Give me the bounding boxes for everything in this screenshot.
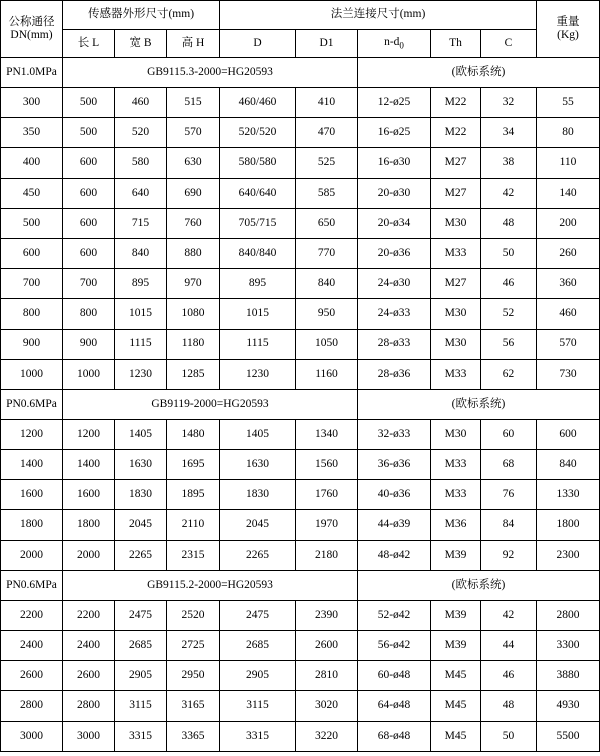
cell-d1: 2180 — [296, 540, 358, 570]
cell-d: 705/715 — [220, 208, 296, 238]
cell-length: 500 — [63, 88, 115, 118]
header-row-sub — [1, 30, 600, 58]
cell-d: 1015 — [220, 299, 296, 329]
cell-length: 1600 — [63, 480, 115, 510]
cell-d1: 2600 — [296, 631, 358, 661]
section-header-row — [1, 58, 600, 88]
cell-dn: 450 — [1, 178, 63, 208]
cell-th: M22 — [431, 88, 481, 118]
cell-weight: 80 — [537, 118, 600, 148]
header-width: 宽 B — [115, 30, 167, 58]
cell-th: M33 — [431, 450, 481, 480]
cell-d1: 470 — [296, 118, 358, 148]
section-pressure-label: PN1.0MPa — [1, 58, 63, 88]
cell-width: 3315 — [115, 721, 167, 751]
section-pressure-label: PN0.6MPa — [1, 389, 63, 419]
cell-height: 1695 — [167, 450, 220, 480]
section-standard-label: GB9119-2000=HG20593 — [63, 389, 358, 419]
cell-d: 2265 — [220, 540, 296, 570]
cell-c: 46 — [481, 661, 537, 691]
cell-length: 600 — [63, 238, 115, 268]
cell-weight: 4930 — [537, 691, 600, 721]
cell-n-d0: 20-ø30 — [358, 178, 431, 208]
cell-d1: 770 — [296, 238, 358, 268]
cell-th: M36 — [431, 510, 481, 540]
cell-th: M27 — [431, 148, 481, 178]
cell-dn: 1800 — [1, 510, 63, 540]
cell-th: M30 — [431, 329, 481, 359]
header-dn — [1, 1, 63, 58]
cell-weight: 1800 — [537, 510, 600, 540]
cell-d: 580/580 — [220, 148, 296, 178]
cell-width: 640 — [115, 178, 167, 208]
cell-d1: 1760 — [296, 480, 358, 510]
cell-height: 2520 — [167, 600, 220, 630]
header-th: Th — [431, 30, 481, 58]
table-row — [1, 269, 600, 299]
cell-d: 3315 — [220, 721, 296, 751]
table-row — [1, 329, 600, 359]
cell-weight: 2300 — [537, 540, 600, 570]
cell-dn: 1000 — [1, 359, 63, 389]
section-note-label: (欧标系统) — [358, 570, 600, 600]
table-row — [1, 148, 600, 178]
cell-weight: 460 — [537, 299, 600, 329]
cell-weight: 570 — [537, 329, 600, 359]
cell-c: 56 — [481, 329, 537, 359]
cell-dn: 2400 — [1, 631, 63, 661]
section-standard-label: GB9115.3-2000=HG20593 — [63, 58, 358, 88]
cell-d1: 3220 — [296, 721, 358, 751]
section-header-row — [1, 570, 600, 600]
cell-width: 2265 — [115, 540, 167, 570]
cell-dn: 2200 — [1, 600, 63, 630]
cell-width: 2905 — [115, 661, 167, 691]
cell-width: 1115 — [115, 329, 167, 359]
cell-width: 895 — [115, 269, 167, 299]
cell-d1: 950 — [296, 299, 358, 329]
cell-length: 700 — [63, 269, 115, 299]
cell-d: 640/640 — [220, 178, 296, 208]
cell-length: 1000 — [63, 359, 115, 389]
cell-weight: 260 — [537, 238, 600, 268]
cell-th: M45 — [431, 721, 481, 751]
cell-th: M33 — [431, 238, 481, 268]
cell-n-d0: 20-ø36 — [358, 238, 431, 268]
cell-dn: 400 — [1, 148, 63, 178]
table-row — [1, 510, 600, 540]
cell-length: 500 — [63, 118, 115, 148]
cell-th: M33 — [431, 480, 481, 510]
cell-n-d0: 32-ø33 — [358, 419, 431, 449]
cell-height: 1480 — [167, 419, 220, 449]
cell-dn: 1400 — [1, 450, 63, 480]
cell-height: 970 — [167, 269, 220, 299]
cell-d1: 3020 — [296, 691, 358, 721]
cell-n-d0: 28-ø33 — [358, 329, 431, 359]
cell-c: 42 — [481, 178, 537, 208]
cell-c: 34 — [481, 118, 537, 148]
cell-width: 580 — [115, 148, 167, 178]
cell-height: 2725 — [167, 631, 220, 661]
header-height: 高 H — [167, 30, 220, 58]
cell-n-d0: 64-ø48 — [358, 691, 431, 721]
cell-weight: 110 — [537, 148, 600, 178]
cell-th: M30 — [431, 299, 481, 329]
cell-height: 690 — [167, 178, 220, 208]
cell-th: M45 — [431, 691, 481, 721]
cell-dn: 3000 — [1, 721, 63, 751]
cell-weight: 5500 — [537, 721, 600, 751]
cell-d: 1230 — [220, 359, 296, 389]
table-row — [1, 480, 600, 510]
cell-dn: 1600 — [1, 480, 63, 510]
cell-d: 460/460 — [220, 88, 296, 118]
cell-height: 515 — [167, 88, 220, 118]
cell-c: 44 — [481, 631, 537, 661]
table-row — [1, 88, 600, 118]
cell-d1: 2390 — [296, 600, 358, 630]
header-c: C — [481, 30, 537, 58]
cell-d: 1830 — [220, 480, 296, 510]
table-row — [1, 631, 600, 661]
cell-c: 48 — [481, 208, 537, 238]
header-n-d0-subscript: 0 — [399, 40, 404, 51]
cell-weight: 600 — [537, 419, 600, 449]
table-row — [1, 178, 600, 208]
cell-th: M30 — [431, 419, 481, 449]
section-note-label: (欧标系统) — [358, 389, 600, 419]
cell-height: 1895 — [167, 480, 220, 510]
cell-weight: 730 — [537, 359, 600, 389]
cell-d1: 1560 — [296, 450, 358, 480]
cell-height: 1080 — [167, 299, 220, 329]
cell-weight: 200 — [537, 208, 600, 238]
cell-length: 1800 — [63, 510, 115, 540]
cell-n-d0: 44-ø39 — [358, 510, 431, 540]
cell-length: 2600 — [63, 661, 115, 691]
cell-weight: 360 — [537, 269, 600, 299]
cell-length: 2000 — [63, 540, 115, 570]
table-row — [1, 299, 600, 329]
header-d1: D1 — [296, 30, 358, 58]
cell-d: 1115 — [220, 329, 296, 359]
table-row — [1, 600, 600, 630]
table-row — [1, 661, 600, 691]
cell-d1: 585 — [296, 178, 358, 208]
cell-width: 2475 — [115, 600, 167, 630]
cell-height: 570 — [167, 118, 220, 148]
cell-height: 760 — [167, 208, 220, 238]
cell-width: 1630 — [115, 450, 167, 480]
header-dn-line2: DN(mm) — [10, 29, 53, 41]
cell-d1: 410 — [296, 88, 358, 118]
cell-th: M39 — [431, 540, 481, 570]
cell-d: 1405 — [220, 419, 296, 449]
table-row — [1, 208, 600, 238]
cell-length: 2400 — [63, 631, 115, 661]
cell-dn: 1200 — [1, 419, 63, 449]
cell-width: 715 — [115, 208, 167, 238]
cell-length: 2200 — [63, 600, 115, 630]
cell-c: 92 — [481, 540, 537, 570]
cell-dn: 300 — [1, 88, 63, 118]
cell-weight: 3880 — [537, 661, 600, 691]
cell-th: M22 — [431, 118, 481, 148]
section-pressure-label: PN0.6MPa — [1, 570, 63, 600]
header-length: 长 L — [63, 30, 115, 58]
cell-n-d0: 52-ø42 — [358, 600, 431, 630]
header-weight — [537, 1, 600, 58]
cell-th: M39 — [431, 600, 481, 630]
cell-d: 3115 — [220, 691, 296, 721]
cell-c: 84 — [481, 510, 537, 540]
cell-c: 50 — [481, 721, 537, 751]
cell-d: 2905 — [220, 661, 296, 691]
cell-c: 42 — [481, 600, 537, 630]
cell-height: 880 — [167, 238, 220, 268]
cell-d: 840/840 — [220, 238, 296, 268]
cell-d1: 840 — [296, 269, 358, 299]
cell-dn: 800 — [1, 299, 63, 329]
section-header-row — [1, 389, 600, 419]
table-row — [1, 238, 600, 268]
cell-height: 3165 — [167, 691, 220, 721]
cell-n-d0: 12-ø25 — [358, 88, 431, 118]
cell-n-d0: 16-ø30 — [358, 148, 431, 178]
cell-n-d0: 56-ø42 — [358, 631, 431, 661]
cell-n-d0: 24-ø33 — [358, 299, 431, 329]
cell-height: 1285 — [167, 359, 220, 389]
header-dn-line1: 公称通径 — [8, 15, 55, 28]
cell-d1: 525 — [296, 148, 358, 178]
cell-length: 1400 — [63, 450, 115, 480]
cell-n-d0: 60-ø48 — [358, 661, 431, 691]
cell-n-d0: 28-ø36 — [358, 359, 431, 389]
cell-d: 1630 — [220, 450, 296, 480]
cell-height: 2315 — [167, 540, 220, 570]
cell-height: 630 — [167, 148, 220, 178]
cell-width: 1230 — [115, 359, 167, 389]
header-d: D — [220, 30, 296, 58]
cell-height: 2950 — [167, 661, 220, 691]
section-standard-label: GB9115.2-2000=HG20593 — [63, 570, 358, 600]
cell-length: 600 — [63, 178, 115, 208]
header-sensor-group: 传感器外形尺寸(mm) — [63, 1, 220, 30]
cell-d1: 1160 — [296, 359, 358, 389]
cell-weight: 3300 — [537, 631, 600, 661]
cell-d1: 1340 — [296, 419, 358, 449]
header-flange-group: 法兰连接尺寸(mm) — [220, 1, 537, 30]
cell-d: 895 — [220, 269, 296, 299]
section-note-label: (欧标系统) — [358, 58, 600, 88]
table-row — [1, 359, 600, 389]
table-row — [1, 721, 600, 751]
cell-th: M27 — [431, 178, 481, 208]
cell-dn: 2800 — [1, 691, 63, 721]
cell-length: 1200 — [63, 419, 115, 449]
cell-d: 2045 — [220, 510, 296, 540]
table-row — [1, 419, 600, 449]
cell-width: 1830 — [115, 480, 167, 510]
cell-dn: 2600 — [1, 661, 63, 691]
cell-height: 3365 — [167, 721, 220, 751]
cell-c: 46 — [481, 269, 537, 299]
table-row — [1, 118, 600, 148]
cell-weight: 55 — [537, 88, 600, 118]
cell-dn: 600 — [1, 238, 63, 268]
cell-n-d0: 24-ø30 — [358, 269, 431, 299]
cell-n-d0: 36-ø36 — [358, 450, 431, 480]
cell-dn: 350 — [1, 118, 63, 148]
cell-width: 520 — [115, 118, 167, 148]
cell-c: 62 — [481, 359, 537, 389]
cell-dn: 500 — [1, 208, 63, 238]
cell-d: 2685 — [220, 631, 296, 661]
cell-weight: 2800 — [537, 600, 600, 630]
cell-length: 600 — [63, 148, 115, 178]
cell-width: 2685 — [115, 631, 167, 661]
cell-n-d0: 68-ø48 — [358, 721, 431, 751]
table-row — [1, 691, 600, 721]
cell-length: 600 — [63, 208, 115, 238]
cell-th: M39 — [431, 631, 481, 661]
cell-d1: 650 — [296, 208, 358, 238]
cell-d1: 1050 — [296, 329, 358, 359]
cell-d1: 2810 — [296, 661, 358, 691]
cell-length: 2800 — [63, 691, 115, 721]
header-row-group — [1, 1, 600, 30]
cell-th: M27 — [431, 269, 481, 299]
cell-n-d0: 20-ø34 — [358, 208, 431, 238]
cell-weight: 1330 — [537, 480, 600, 510]
cell-weight: 140 — [537, 178, 600, 208]
cell-c: 52 — [481, 299, 537, 329]
cell-dn: 2000 — [1, 540, 63, 570]
cell-width: 460 — [115, 88, 167, 118]
header-weight-line1: 重量 — [556, 15, 580, 28]
cell-length: 3000 — [63, 721, 115, 751]
cell-d1: 1970 — [296, 510, 358, 540]
table-row — [1, 540, 600, 570]
cell-d: 2475 — [220, 600, 296, 630]
cell-width: 3115 — [115, 691, 167, 721]
cell-n-d0: 48-ø42 — [358, 540, 431, 570]
cell-width: 840 — [115, 238, 167, 268]
header-n-d0-text: n-d — [384, 36, 400, 49]
cell-width: 1015 — [115, 299, 167, 329]
cell-length: 900 — [63, 329, 115, 359]
cell-d: 520/520 — [220, 118, 296, 148]
cell-dn: 900 — [1, 329, 63, 359]
cell-th: M33 — [431, 359, 481, 389]
cell-c: 48 — [481, 691, 537, 721]
cell-weight: 840 — [537, 450, 600, 480]
cell-th: M30 — [431, 208, 481, 238]
cell-n-d0: 40-ø36 — [358, 480, 431, 510]
cell-c: 68 — [481, 450, 537, 480]
cell-c: 32 — [481, 88, 537, 118]
cell-width: 1405 — [115, 419, 167, 449]
cell-c: 76 — [481, 480, 537, 510]
cell-width: 2045 — [115, 510, 167, 540]
header-n-d0 — [358, 30, 431, 58]
cell-c: 60 — [481, 419, 537, 449]
cell-length: 800 — [63, 299, 115, 329]
cell-dn: 700 — [1, 269, 63, 299]
cell-height: 2110 — [167, 510, 220, 540]
cell-th: M45 — [431, 661, 481, 691]
cell-c: 50 — [481, 238, 537, 268]
table-row — [1, 450, 600, 480]
cell-height: 1180 — [167, 329, 220, 359]
cell-n-d0: 16-ø25 — [358, 118, 431, 148]
header-weight-line2: (Kg) — [557, 29, 579, 41]
cell-c: 38 — [481, 148, 537, 178]
